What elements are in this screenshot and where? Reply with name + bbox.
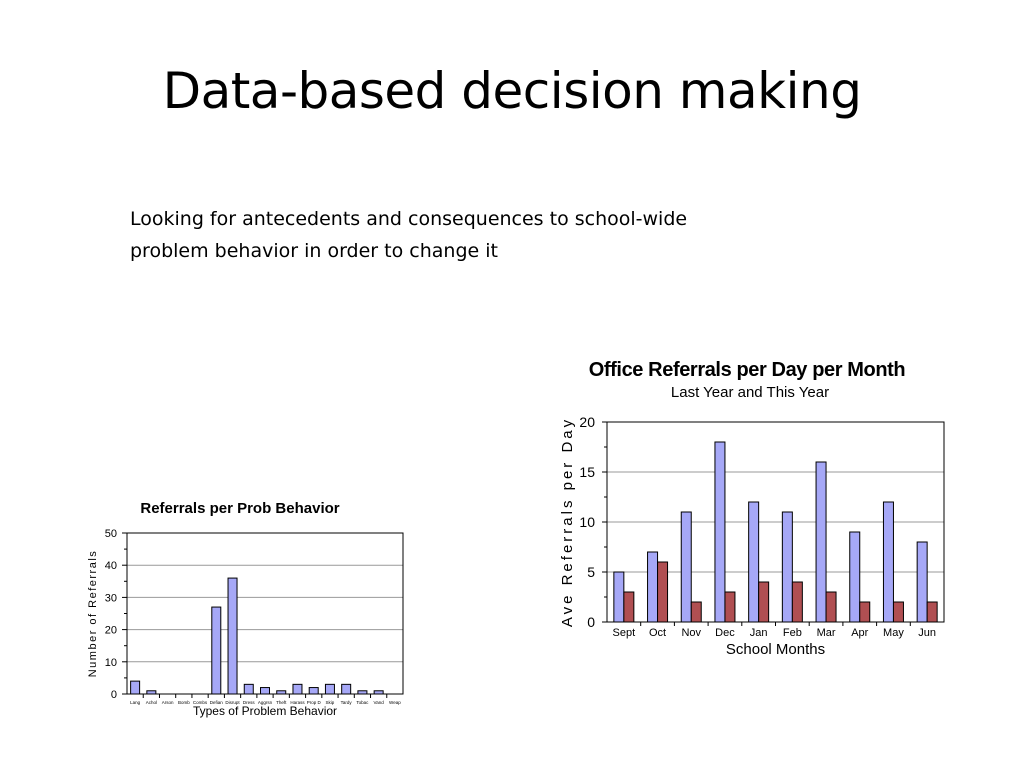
chart-1-x-tick-label: Defian	[209, 700, 223, 705]
chart-2-bars	[614, 442, 937, 622]
chart-office-referrals-per-month	[552, 398, 972, 660]
chart-1-y-tick-label: 20	[104, 624, 117, 637]
chart-2-bar-feb-last-year	[782, 512, 792, 622]
chart-1-x-tick-label: Bomb	[177, 700, 190, 705]
chart-1-y-tick-label: 50	[104, 527, 117, 540]
chart-2-x-tick-label: Jan	[749, 627, 768, 639]
chart-2-x-axis-label: School Months	[725, 641, 826, 658]
chart-1-bars	[131, 578, 384, 694]
chart-2-bar-sept-last-year	[614, 572, 624, 622]
chart-1-y-axis-label: Number of Referrals	[87, 549, 99, 678]
chart-2-x-tick-label: Jun	[918, 627, 937, 639]
chart-2-x-tick-label: Feb	[782, 627, 802, 639]
chart-1-x-tick-label: Harass	[290, 700, 305, 705]
chart-2-x-tick-label: May	[883, 627, 904, 639]
chart-2-bar-dec-last-year	[715, 442, 725, 622]
chart-2-y-tick-label: 5	[587, 564, 595, 581]
chart-1-bar-tardy	[342, 684, 351, 694]
chart-2-bar-mar-last-year	[816, 462, 826, 622]
chart-1-y-tick-label: 10	[104, 656, 117, 669]
chart-2-x-labels	[613, 622, 936, 639]
slide-body-text: Looking for antecedents and consequences to school-wide problem behavior in order to change it	[130, 208, 688, 262]
chart-1-x-tick-label: Arson	[161, 700, 174, 705]
chart-1-x-tick-label: Skip	[325, 700, 335, 705]
chart-referrals-per-behavior	[80, 522, 420, 727]
chart-1-bar-aggrsn	[261, 688, 270, 694]
chart-1-x-tick-label: Vand	[373, 700, 384, 705]
chart-2-bar-may-last-year	[883, 502, 893, 622]
slide-title: Data-based decision making	[162, 62, 862, 120]
chart-1-x-tick-label: Tardy	[340, 700, 352, 705]
chart-1-y-ticks	[105, 528, 127, 701]
chart-1-x-tick-label: Theft	[276, 700, 287, 705]
chart-1-x-tick-label: Tobac	[356, 700, 369, 705]
chart-1-x-axis-label: Types of Problem Behavior	[192, 704, 338, 718]
chart-2-bar-oct-this-year	[658, 562, 668, 622]
chart-2-bar-mar-this-year	[826, 592, 836, 622]
chart-2-y-tick-label: 10	[579, 514, 595, 531]
chart-1-bar-skip	[325, 684, 334, 694]
chart-2-y-ticks	[579, 414, 607, 630]
chart-1-bar-defian	[212, 607, 221, 694]
chart-1-x-tick-label: Aggrsn	[257, 700, 273, 705]
chart-1-x-tick-label: Dress	[242, 700, 255, 705]
chart-1-bar-dress	[244, 684, 253, 694]
chart-2-bar-nov-last-year	[681, 512, 691, 622]
chart-1-y-tick-label: 40	[104, 560, 117, 573]
chart-1-x-tick-label: Disrupt	[225, 700, 240, 705]
chart-2-bar-jan-last-year	[749, 502, 759, 622]
chart-2-x-tick-label: Sept	[612, 627, 636, 639]
chart-1-x-tick-label: Prop D	[306, 700, 321, 705]
chart-2-x-tick-label: Oct	[648, 627, 667, 639]
chart-1-bar-lang	[131, 681, 140, 694]
chart-2-y-tick-label: 0	[587, 614, 595, 631]
chart-2-bar-nov-this-year	[691, 602, 701, 622]
chart-2-x-tick-label: Apr	[851, 627, 869, 639]
chart-2-y-tick-label: 15	[579, 464, 595, 481]
chart-1-bar-prop-d	[309, 688, 318, 694]
chart-1-gridlines	[127, 565, 403, 662]
chart-2-bar-dec-this-year	[725, 592, 735, 622]
chart-1-x-tick-label: Achol	[145, 700, 157, 705]
chart-2-subtitle: Last Year and This Year	[670, 384, 830, 401]
chart-2-title: Office Referrals per Day per Month	[588, 359, 906, 381]
chart-2-bar-jun-last-year	[917, 542, 927, 622]
chart-2-bar-feb-this-year	[792, 582, 802, 622]
chart-1-x-tick-label: Lang	[130, 700, 141, 705]
chart-2-bar-may-this-year	[893, 602, 903, 622]
chart-1-y-tick-label: 30	[104, 592, 117, 605]
chart-2-x-tick-label: Mar	[816, 627, 836, 639]
chart-2-bar-apr-last-year	[850, 532, 860, 622]
chart-2-y-axis-label: Ave Referrals per Day	[559, 416, 576, 628]
chart-1-plot-frame	[127, 533, 403, 694]
chart-2-x-tick-label: Nov	[681, 627, 702, 639]
chart-1-bar-harass	[293, 684, 302, 694]
chart-2-bar-jan-this-year	[759, 582, 769, 622]
chart-1-x-tick-label: Weap	[389, 700, 401, 705]
chart-2-bar-sept-this-year	[624, 592, 634, 622]
chart-2-x-tick-label: Dec	[715, 627, 735, 639]
chart-2-bar-jun-this-year	[927, 602, 937, 622]
chart-2-bar-apr-this-year	[860, 602, 870, 622]
chart-1-x-tick-label: Combs	[192, 700, 208, 705]
chart-2-y-tick-label: 20	[579, 414, 595, 431]
chart-1-bar-disrupt	[228, 578, 237, 694]
chart-1-title: Referrals per Prob Behavior	[140, 500, 340, 517]
chart-1-y-tick-label: 0	[110, 688, 117, 701]
chart-2-bar-oct-last-year	[648, 552, 658, 622]
